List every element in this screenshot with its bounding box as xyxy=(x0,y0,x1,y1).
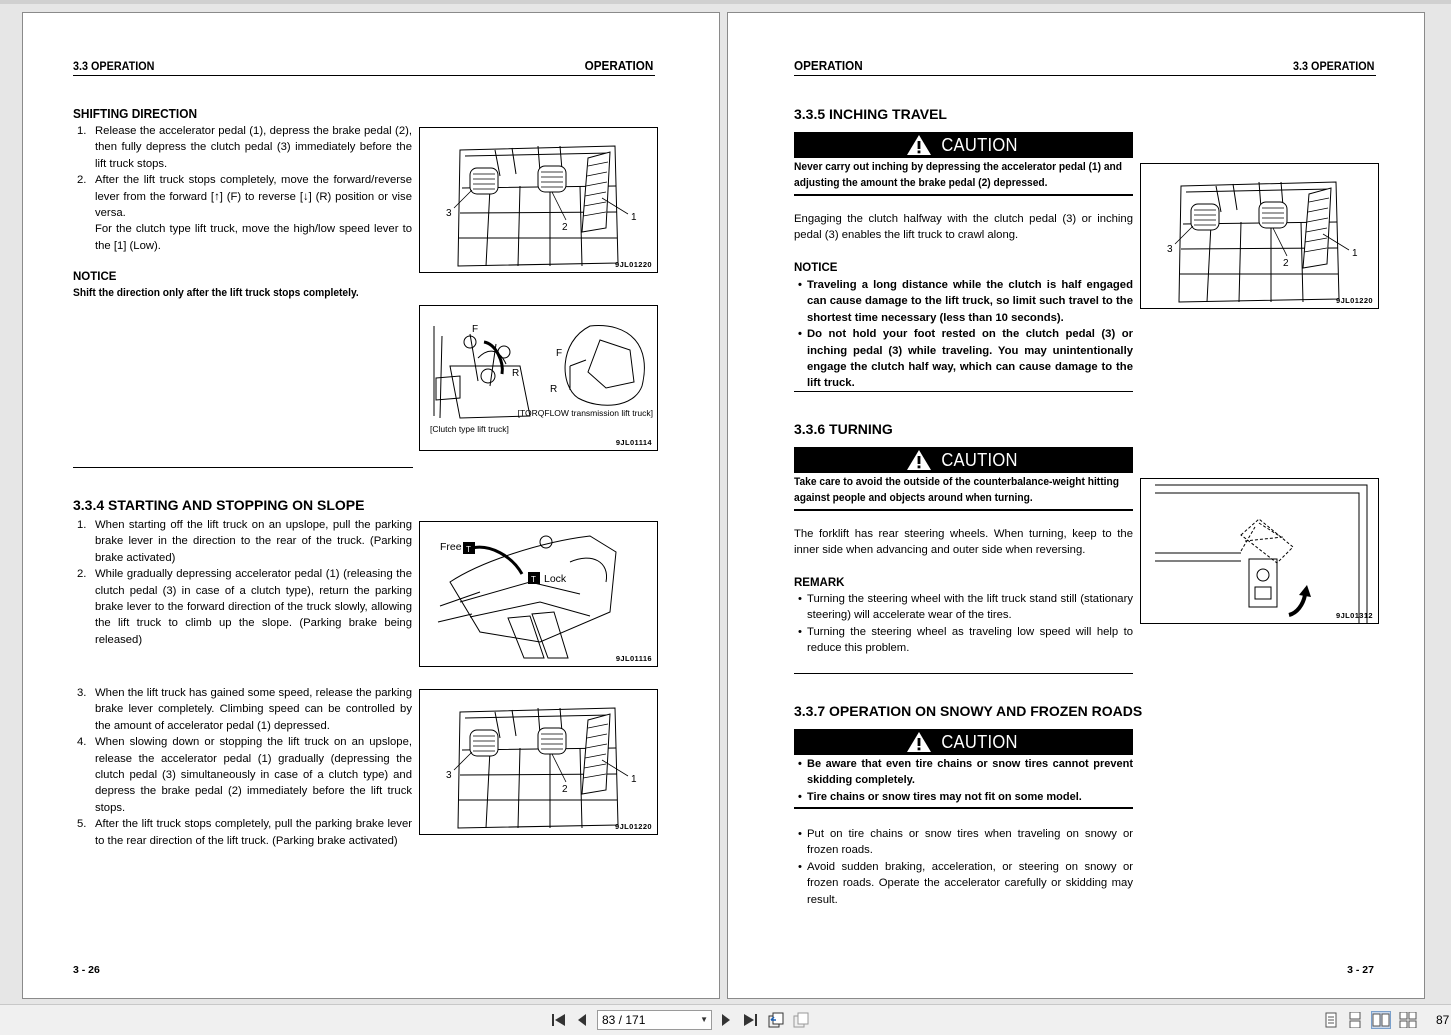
go-back-view-button[interactable] xyxy=(766,1011,786,1029)
shifting-steps-list xyxy=(73,123,412,254)
section-divider xyxy=(794,391,1133,392)
section-title-inching: 3.3.5 INCHING TRAVEL xyxy=(794,106,947,122)
caution-bottom-rule xyxy=(794,509,1133,511)
figure-code: 9JL01312 xyxy=(1336,611,1373,620)
chevron-down-icon[interactable]: ▼ xyxy=(700,1015,708,1024)
header-rule xyxy=(794,75,1376,76)
remark-title: REMARK xyxy=(794,577,845,589)
next-view-icon xyxy=(792,1012,810,1028)
page-number-value: 83 / 171 xyxy=(602,1013,646,1027)
warning-icon xyxy=(906,449,932,471)
caution-banner xyxy=(794,132,1133,158)
parking-brake-illustration xyxy=(420,522,657,666)
label-lock: Lock xyxy=(544,573,567,585)
caution-label: CAUTION xyxy=(941,449,1018,470)
pedal-label-2: 2 xyxy=(1283,258,1289,269)
section-title-slope: 3.3.4 STARTING AND STOPPING ON SLOPE xyxy=(73,497,365,513)
inching-body: Engaging the clutch halfway with the clutch pedal (3) or inching pedal (3) enables the lift truck to crawl along. xyxy=(794,213,1133,242)
go-forward-view-button[interactable] xyxy=(791,1011,811,1029)
pedal-label-1: 1 xyxy=(631,212,637,223)
list-item: 1. Release the accelerator pedal (1), depress the brake pedal (2), then fully depress the clutch pedal (3) immediately before the lift truck stops. xyxy=(77,125,412,170)
figure-code: 9JL01220 xyxy=(1336,296,1373,305)
remark-list xyxy=(794,591,1133,657)
lever-label-r-2: R xyxy=(550,384,558,395)
previous-page-button[interactable] xyxy=(572,1011,592,1029)
caution-banner xyxy=(794,729,1133,755)
list-item: 3. When the lift truck has gained some speed, release the parking brake lever completely. Climbing speed can be controlled by the amount of accelerator pedal (1) depressed. xyxy=(77,687,412,732)
continuous-facing-view-button[interactable] xyxy=(1398,1011,1418,1029)
single-page-view-button[interactable] xyxy=(1321,1011,1341,1029)
running-header-right: OPERATION xyxy=(584,58,653,73)
figure-levers xyxy=(419,305,658,451)
caution-bottom-rule xyxy=(794,807,1133,809)
figure-parking-brake xyxy=(419,521,658,667)
caution-bottom-rule xyxy=(794,194,1133,196)
pedal-label-1: 1 xyxy=(1352,248,1358,259)
previous-view-icon xyxy=(767,1012,785,1028)
page-number-left: 3 - 26 xyxy=(73,964,100,976)
warning-icon xyxy=(906,731,932,753)
figure-code: 9JL01114 xyxy=(615,438,652,447)
notice-title: NOTICE xyxy=(794,262,838,274)
section-title-turning: 3.3.6 TURNING xyxy=(794,421,893,437)
list-item: • Be aware that even tire chains or snow tires cannot prevent skidding completely. xyxy=(794,756,1133,789)
pedals-illustration xyxy=(420,690,657,834)
svg-text:T: T xyxy=(531,575,536,584)
pedals-illustration xyxy=(420,128,657,272)
last-page-button[interactable] xyxy=(740,1011,760,1029)
label-free: Free xyxy=(440,541,462,553)
pedal-label-2: 2 xyxy=(562,222,568,233)
continuous-view-button[interactable] xyxy=(1345,1011,1365,1029)
list-item: • Do not hold your foot rested on the clutch pedal (3) or inching pedal (3) while traveling. You may unintentionally engage the clutch half way, which can cause damage to the lift truck. xyxy=(794,326,1133,392)
caution-list xyxy=(794,756,1133,805)
warning-icon xyxy=(906,134,932,156)
list-item: • Put on tire chains or snow tires when traveling on snowy or frozen roads. xyxy=(794,826,1133,859)
first-page-button[interactable] xyxy=(549,1011,569,1029)
list-item: • Turning the steering wheel as traveling low speed will help to reduce this problem. xyxy=(794,624,1133,657)
continuous-page-icon xyxy=(1348,1012,1362,1028)
list-item: 1. When starting off the lift truck on an upslope, pull the parking brake lever in the direction to the rear of the truck. (Parking brake activated) xyxy=(77,519,412,564)
figure-pedals-slope xyxy=(419,689,658,835)
facing-view-button[interactable] xyxy=(1371,1011,1391,1029)
facing-pages-icon xyxy=(1372,1013,1390,1027)
list-item: 2. After the lift truck stops completely, move the forward/reverse lever from the forward [↑] (F) to reverse [↓] (R) position or vise versa. For the clutch type lift truck, move the high/low speed lever to the [1] (Low). xyxy=(77,174,412,252)
single-page-icon xyxy=(1324,1012,1338,1028)
list-item: 4. When slowing down or stopping the lift truck on an upslope, release the accelerator pedal (1) gradually (depressing the clutch pedal (3) simultaneously in case of a clutch type) and depress the brake pedal (2) immediately before the lift truck stops. xyxy=(77,736,412,814)
lever-label-f: F xyxy=(472,324,479,335)
turning-illustration xyxy=(1141,479,1378,623)
figure-code: 9JL01116 xyxy=(615,654,652,663)
next-page-icon xyxy=(720,1013,732,1027)
caution-text: Never carry out inching by depressing the accelerator pedal (1) and adjusting the amount the brake pedal (2) depressed. xyxy=(794,161,1123,190)
window-top-strip xyxy=(0,0,1451,4)
figure-caption-clutch: [Clutch type lift truck] xyxy=(430,424,509,434)
slope-steps-list-b xyxy=(73,685,412,849)
turning-body: The forklift has rear steering wheels. When turning, keep to the inner side when advancing and outer side when reversing. xyxy=(794,528,1133,557)
list-item: 2. While gradually depressing accelerator pedal (1) (releasing the clutch pedal (3) in case of a clutch type), return the parking brake lever to the forward direction of the truck slowly, allowing the lift truck to climb up the slope. (Parking brake being released) xyxy=(77,568,412,646)
figure-code: 9JL01220 xyxy=(615,822,652,831)
pedal-label-3: 3 xyxy=(446,770,452,781)
caution-label: CAUTION xyxy=(941,731,1018,752)
notice-title: NOTICE xyxy=(73,271,117,283)
running-header-left: 3.3 OPERATION xyxy=(73,59,155,73)
pedal-label-3: 3 xyxy=(446,208,452,219)
zoom-level[interactable]: 87 xyxy=(1436,1013,1450,1027)
first-page-icon xyxy=(551,1013,567,1027)
next-page-button[interactable] xyxy=(716,1011,736,1029)
list-item: • Avoid sudden braking, acceleration, or steering on snowy or frozen roads. Operate the accelerator carefully or skidding may result. xyxy=(794,859,1133,908)
list-item: • Traveling a long distance while the clutch is half engaged can cause damage to the lift truck, so limit such travel to the shortest time necessary (less than 10 seconds). xyxy=(794,277,1133,326)
section-divider xyxy=(73,467,413,468)
section-title-snowy: 3.3.7 OPERATION ON SNOWY AND FROZEN ROADS xyxy=(794,703,1143,719)
list-item: • Tire chains or snow tires may not fit on some model. xyxy=(794,789,1133,805)
section-divider xyxy=(794,673,1133,674)
previous-page-icon xyxy=(576,1013,588,1027)
list-item: • Turning the steering wheel with the lift truck stand still (stationary steering) will accelerate wear of the tires. xyxy=(794,591,1133,624)
document-page-left xyxy=(22,12,720,999)
notice-list xyxy=(794,277,1133,392)
figure-turning xyxy=(1140,478,1379,624)
header-rule xyxy=(73,75,655,76)
page-number-right: 3 - 27 xyxy=(1347,964,1374,976)
pedal-label-2: 2 xyxy=(562,784,568,795)
pedals-illustration xyxy=(1141,164,1378,308)
notice-text: Shift the direction only after the lift truck stops completely. xyxy=(73,287,359,299)
lever-label-f-2: F xyxy=(556,348,563,359)
figure-pedals-inching xyxy=(1140,163,1379,309)
lever-label-r: R xyxy=(512,368,520,379)
slope-steps-list-a xyxy=(73,517,412,648)
caution-text: Take care to avoid the outside of the counterbalance-weight hitting against people and objects around when turning. xyxy=(794,476,1119,505)
figure-code: 9JL01220 xyxy=(615,260,652,269)
running-header-right: 3.3 OPERATION xyxy=(1292,59,1374,73)
pedal-label-1: 1 xyxy=(631,774,637,785)
last-page-icon xyxy=(742,1013,758,1027)
running-header-left: OPERATION xyxy=(794,58,863,73)
section-title-shifting: SHIFTING DIRECTION xyxy=(73,107,198,121)
viewer-toolbar xyxy=(0,1004,1451,1035)
figure-caption-torqflow: [TORQFLOW transmission lift truck] xyxy=(517,408,653,418)
pedal-label-3: 3 xyxy=(1167,244,1173,255)
list-item: 5. After the lift truck stops completely, pull the parking brake lever to the rear direction of the lift truck. (Parking brake activated) xyxy=(77,818,412,847)
snowy-list xyxy=(794,826,1133,908)
caution-label: CAUTION xyxy=(941,134,1018,155)
continuous-facing-icon xyxy=(1399,1012,1417,1028)
page-number-input[interactable] xyxy=(597,1010,712,1030)
svg-text:T: T xyxy=(466,545,471,554)
figure-pedals-shifting xyxy=(419,127,658,273)
document-page-right xyxy=(727,12,1425,999)
caution-banner xyxy=(794,447,1133,473)
